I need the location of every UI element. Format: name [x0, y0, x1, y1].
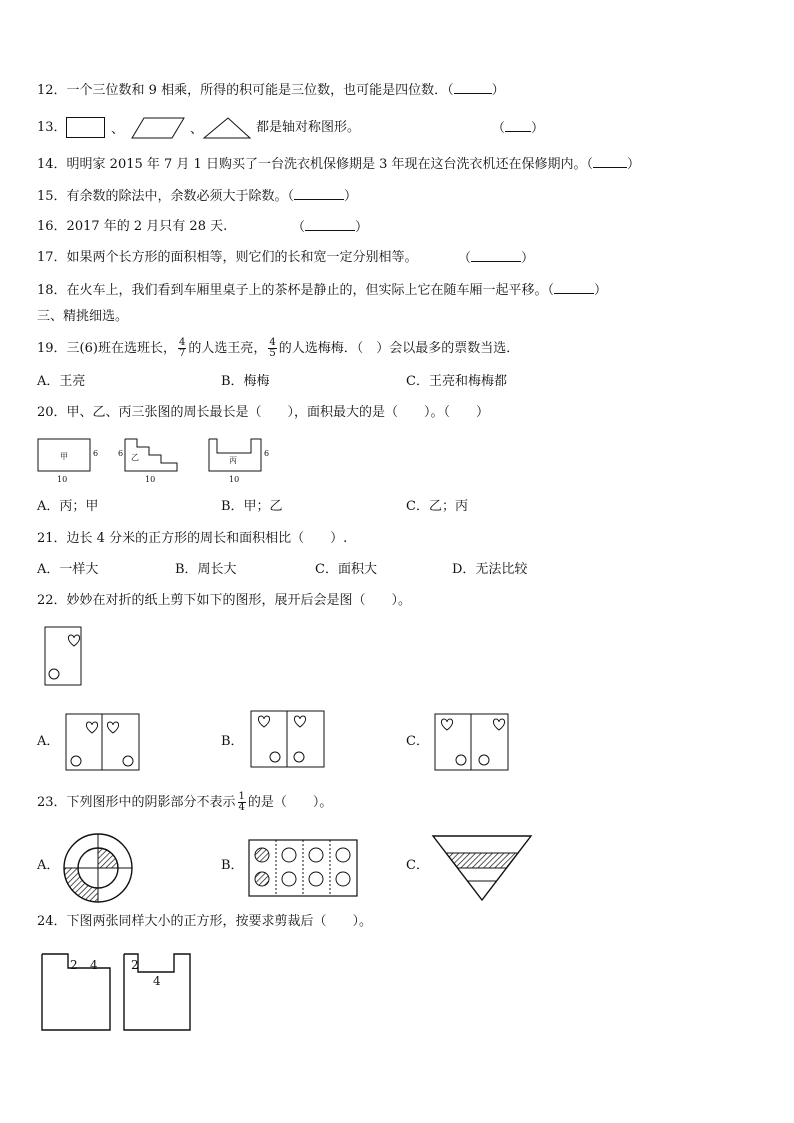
- heart-icon: [441, 719, 452, 730]
- label-6: 6: [93, 449, 99, 458]
- q23-figure-c[interactable]: [432, 834, 534, 902]
- circle-icon: [123, 756, 133, 766]
- q22-folded-paper: [44, 626, 84, 688]
- label-b-2: 2: [131, 958, 139, 972]
- question-20: 20．甲、乙、丙三张图的周长最长是（ ），面积最大的是（ ）。（ ）: [37, 405, 490, 420]
- q22-option-a[interactable]: A．: [37, 734, 60, 749]
- answer-blank[interactable]: [554, 282, 594, 294]
- fraction-1-4: $\frac{1}{4}$: [238, 791, 245, 813]
- q23-option-c[interactable]: C．: [406, 858, 429, 873]
- fraction-4-5: $\frac{4}{5}$: [269, 337, 276, 359]
- circle-icon: [456, 755, 466, 765]
- heart-icon: [68, 635, 79, 646]
- heart-icon: [493, 719, 504, 730]
- q19-option-a[interactable]: A．王亮: [37, 374, 86, 389]
- label-10: 10: [57, 475, 68, 484]
- label-10: 10: [145, 475, 156, 484]
- circle-icon: [479, 755, 489, 765]
- label-6: 6: [264, 449, 270, 458]
- label-10: 10: [229, 475, 240, 484]
- q23-option-a[interactable]: A．: [37, 858, 60, 873]
- q23-figure-b[interactable]: [248, 839, 360, 899]
- label-jia: 甲: [60, 452, 68, 461]
- section-title: 三、精挑细选。: [37, 309, 129, 324]
- question-24: 24．下图两张同样大小的正方形，按要求剪裁后（ ）。: [37, 914, 373, 929]
- heart-icon: [294, 716, 305, 727]
- circle-icon: [294, 752, 304, 762]
- question-13-number: 13．: [37, 120, 67, 135]
- heart-icon: [107, 722, 118, 733]
- question-22: 22．妙妙在对折的纸上剪下如下的图形，展开后会是图（ ）。: [37, 593, 412, 608]
- label-b-4: 4: [153, 974, 161, 988]
- question-14: 14．明明家 2015 年 7 月 1 日购买了一台洗衣机保修期是 3 年现在这台洗衣机还在保修期内。（ ）: [37, 157, 641, 172]
- q21-option-d[interactable]: D．无法比较: [452, 562, 528, 577]
- answer-blank[interactable]: [505, 120, 531, 132]
- label-bing: 丙: [229, 456, 237, 465]
- q22-figure-a[interactable]: [65, 713, 141, 773]
- answer-blank[interactable]: [305, 219, 355, 231]
- q20-option-a[interactable]: A．丙；甲: [37, 499, 99, 514]
- circle-icon: [71, 756, 81, 766]
- figure-bing: [209, 439, 261, 471]
- q19-option-b[interactable]: B．梅梅: [221, 374, 270, 389]
- question-17: 17．如果两个长方形的面积相等，则它们的长和宽一定分别相等。: [37, 250, 418, 265]
- fraction-4-7: $\frac{4}{7}$: [178, 337, 186, 359]
- q22-option-c[interactable]: C．: [406, 734, 429, 749]
- q13-sep2: 、: [190, 122, 204, 137]
- q13-shapes: [66, 117, 256, 139]
- answer-blank[interactable]: [454, 82, 492, 94]
- heart-icon: [86, 722, 97, 733]
- question-21: 21．边长 4 分米的正方形的周长和面积相比（ ）.: [37, 531, 348, 546]
- question-18: 18．在火车上，我们看到车厢里桌子上的茶杯是静止的，但实际上它在随车厢一起平移。（ ）: [37, 283, 608, 298]
- q24-figures: [40, 952, 200, 1034]
- q22-figure-c[interactable]: [434, 713, 510, 773]
- label-yi: 乙: [131, 453, 139, 462]
- question-12: 12．一个三位数和 9 相乘，所得的积可能是三位数，也可能是四位数．（ ）: [37, 83, 505, 98]
- q21-option-c[interactable]: C．面积大: [315, 562, 377, 577]
- parallelogram-shape: [132, 118, 184, 138]
- label-6: 6: [118, 449, 124, 458]
- q20-option-b[interactable]: B．甲；乙: [221, 499, 283, 514]
- q21-option-a[interactable]: A．一样大: [37, 562, 99, 577]
- question-16: 16．2017 年的 2 月只有 28 天.: [37, 219, 228, 234]
- circle-icon: [49, 669, 59, 679]
- q17-answer: （ ）: [458, 251, 535, 266]
- q21-option-b[interactable]: B．周长大: [175, 562, 237, 577]
- label-a-2: 2: [70, 958, 78, 972]
- q23-option-b[interactable]: B．: [221, 858, 244, 873]
- question-19: 19．三(6)班在选班长， $\frac{4}{7}$ 的人选王亮， $\frac{4}{5}$ 的人选梅梅．（ ）会以最多的票数当选．: [37, 337, 520, 359]
- circle-icon: [270, 752, 280, 762]
- q20-figures: [37, 436, 277, 486]
- heart-icon: [258, 716, 269, 727]
- q13-sep1: 、: [111, 122, 125, 137]
- q22-option-b[interactable]: B．: [221, 734, 244, 749]
- q13-answer: （ ）: [492, 121, 545, 136]
- q16-answer: （ ）: [292, 220, 369, 235]
- triangle-shape: [204, 118, 250, 138]
- answer-blank[interactable]: [593, 156, 627, 168]
- q23-figure-a[interactable]: [62, 832, 134, 904]
- label-a-4: 4: [90, 958, 98, 972]
- answer-blank[interactable]: [471, 250, 521, 262]
- q22-figure-b[interactable]: [250, 710, 326, 770]
- q19-option-c[interactable]: C．王亮和梅梅都: [406, 374, 507, 389]
- rectangle-shape: [67, 118, 105, 138]
- answer-blank[interactable]: [294, 188, 344, 200]
- q13-text: 都是轴对称图形。: [256, 120, 361, 135]
- question-23: 23．下列图形中的阴影部分不表示 $\frac{1}{4}$ 的是（ ）。: [37, 791, 333, 813]
- q20-option-c[interactable]: C．乙；丙: [406, 499, 468, 514]
- question-15: 15．有余数的除法中，余数必须大于除数。（ ）: [37, 189, 358, 204]
